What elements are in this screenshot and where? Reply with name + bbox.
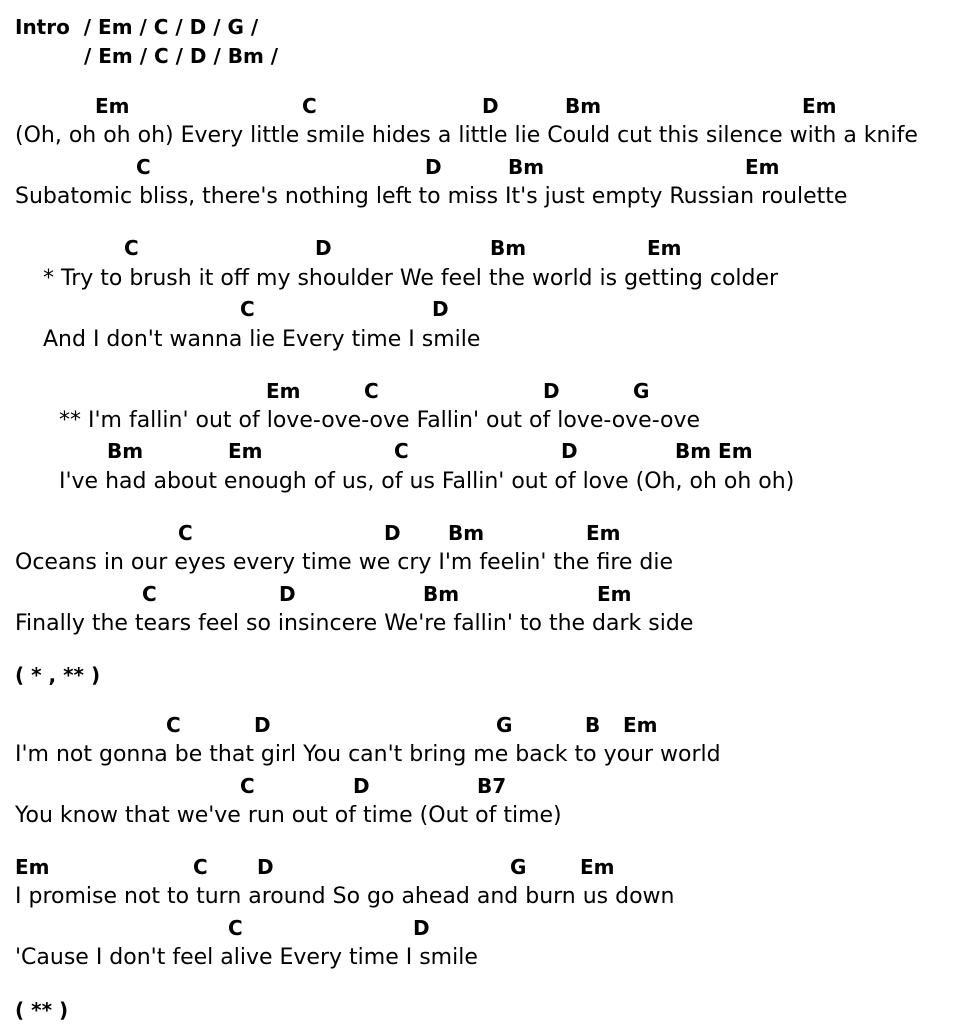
chord: C [178,521,193,545]
chord: D [279,582,296,606]
chord: Em [802,94,837,118]
chord: Bm [107,439,144,463]
intro-line-1: Intro / Em / C / D / G / [15,15,259,39]
chord: C [142,582,157,606]
lyric-line: Subatomic bliss, there's nothing left to miss It's just empty Russian roulette [15,184,848,209]
chord: C [136,155,151,179]
intro-line-2: / Em / C / D / Bm / [84,44,279,68]
lyric-line: Oceans in our eyes every time we cry I'm feelin' the fire die [15,550,674,575]
lyric-line: I've had about enough of us, of us Fallin' out of love (Oh, oh oh oh) [59,469,795,494]
chord: C [364,379,379,403]
chord: D [425,155,442,179]
chord: Em [586,521,621,545]
chord: C [240,774,255,798]
chord: D [353,774,370,798]
chord: D [561,439,578,463]
chord: Em [623,713,658,737]
chord: C [394,439,409,463]
lyric-line: Finally the tears feel so insincere We're fallin' to the dark side [15,611,694,636]
chord: Bm Em [675,439,753,463]
chord: C [124,236,139,260]
lyric-line: I'm not gonna be that girl You can't bring me back to your world [15,742,721,767]
lyric-line: ** I'm fallin' out of love-ove-ove Fallin' out of love-ove-ove [59,408,701,433]
repeat-marker: ( ** ) [15,998,69,1022]
lyric-line: 'Cause I don't feel alive Every time I smile [15,945,478,970]
chord: D [257,855,274,879]
chord: D [384,521,401,545]
chord: Em [228,439,263,463]
chord: Em [647,236,682,260]
chord: G [510,855,527,879]
chord: D [543,379,560,403]
repeat-marker: ( * , ** ) [15,663,101,687]
chord: D [432,297,449,321]
chord: Em [95,94,130,118]
chord: C [228,916,243,940]
lyric-line: And I don't wanna lie Every time I smile [43,327,481,352]
chord: Bm [448,521,485,545]
chord: Bm [565,94,602,118]
chord: Em [745,155,780,179]
chord: Bm [423,582,460,606]
chord: C [302,94,317,118]
chord: Em [15,855,50,879]
chord: Bm [508,155,545,179]
chord: Em [266,379,301,403]
chord: Bm [490,236,527,260]
chord: B7 [477,774,507,798]
chord: D [254,713,271,737]
lyric-line: I promise not to turn around So go ahead and burn us down [15,884,675,909]
chord: Em [597,582,632,606]
chord: D [482,94,499,118]
chord: B [585,713,601,737]
lyric-line: * Try to brush it off my shoulder We feel the world is getting colder [43,266,779,291]
chord: C [166,713,181,737]
chord: G [496,713,513,737]
chord: C [193,855,208,879]
chord: G [633,379,650,403]
chord: D [315,236,332,260]
chord: Em [580,855,615,879]
chord: C [240,297,255,321]
lyric-line: You know that we've run out of time (Out of time) [15,803,562,828]
chord: D [413,916,430,940]
lyric-line: (Oh, oh oh oh) Every little smile hides a little lie Could cut this silence with a knife [15,123,918,148]
